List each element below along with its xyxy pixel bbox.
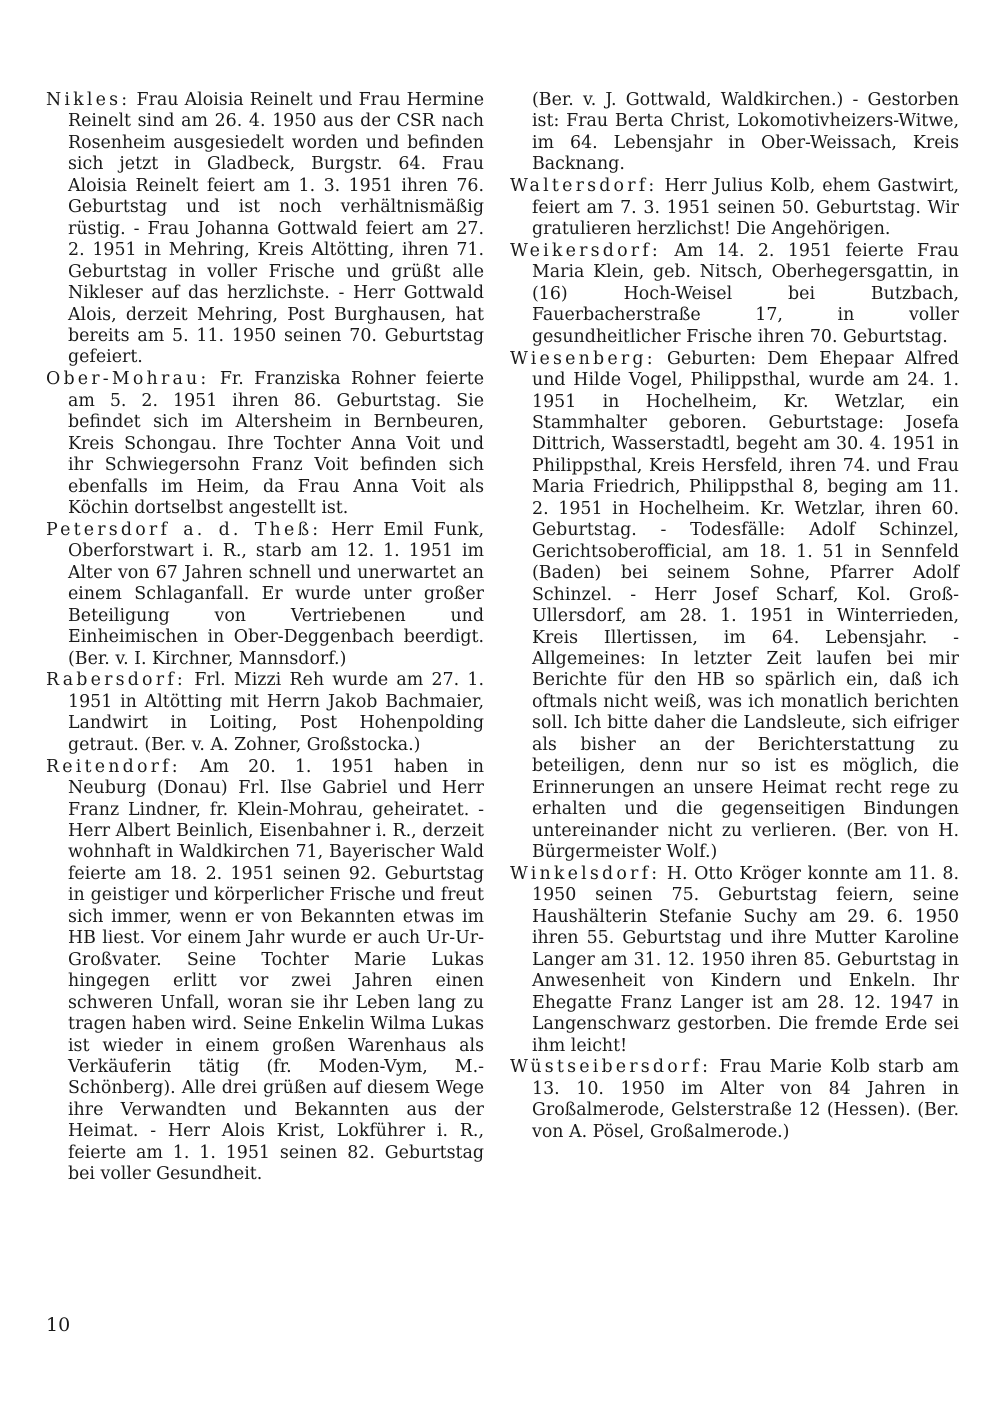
page-number: 10	[46, 1314, 71, 1336]
entry-winkelsdorf	[510, 864, 959, 1057]
place-name: Nikles:	[46, 90, 131, 110]
right-column	[510, 90, 959, 1144]
place-name: Wiesenberg:	[510, 348, 656, 369]
entry-text: Geburten: Dem Ehepaar Alfred und Hilde Vogel, Philippsthal, wurde am 24. 1. 1951 in Hochelheim, Kr. Wetzlar, ein Stammhalter geboren. Geburtstage: Josefa Dittrich, Wasserstadtl, begeht am 30. 4. 1951 in Philippsthal, Kreis Hersfeld, ihren 74. und Frau Maria Friedrich, Philippsthal 8, beging am 11. 2. 1951 in Hochelheim. Kr. Wetzlar, ihren 60. Geburtstag. - Todesfälle: Adolf Schinzel, Gerichtsoberofficial, am 18. 1. 51 in Sennfeld (Baden) bei seinem Sohne, Pfarrer Adolf Schinzel. - Herr Josef Scharf, Kol. Groß-Ullersdorf, am 28. 1. 1951 in Winterrieden, Kreis Illertissen, im 64. Lebensjahr. - Allgemeines: In letzter Zeit laufen bei mir Berichte für den HB so spärlich ein, daß ich oftmals nicht weiß, was ich monatlich berichten soll. Ich bitte daher die Landsleute, sich eifriger als bisher an der Berichterstattung zu beteiligen, denn nur so ist es möglich, die Erinnerungen an unsere Heimat recht rege zu erhalten und die gegenseitigen Bindungen untereinander nicht zu verlieren. (Ber. von H. Bürgermeister Wolf.)	[532, 348, 959, 863]
entry-text: Frau Aloisia Reinelt und Frau Hermine Reinelt sind am 26. 4. 1950 aus der CSR nach Rosenheim ausgesiedelt worden und befinden sich jetzt in Gladbeck, Burgstr. 64. Frau Aloisia Reinelt feiert am 1. 3. 1951 ihren 76. Geburtstag und ist noch verhältnismäßig rüstig. - Frau Johanna Gottwald feiert am 27. 2. 1951 in Mehring, Kreis Altötting, ihren 71. Geburtstag in voller Frische und grüßt alle Nikleser auf das herzlichste. - Herr Gottwald Alois, derzeit Mehring, Post Burghausen, hat bereits am 5. 11. 1950 seinen 70. Geburtstag gefeiert.	[68, 90, 484, 368]
place-name: Petersdorf a. d. Theß:	[46, 519, 322, 540]
entry-continuation	[510, 90, 959, 176]
entry-nikles	[46, 90, 484, 369]
entry-text: (Ber. v. J. Gottwald, Waldkirchen.) - Gestorben ist: Frau Berta Christ, Lokomotivheizers-Witwe, im 64. Lebensjahr in Ober-Weissach, Kreis Backnang.	[532, 90, 959, 175]
entry-text: Am 20. 1. 1951 haben in Neuburg (Donau) Frl. Ilse Gabriel und Herr Franz Lindner, fr. Klein-Mohrau, geheiratet. - Herr Albert Beinlich, Eisenbahner i. R., derzeit wohnhaft in Waldkirchen 71, Bayerischer Wald feierte am 18. 2. 1951 seinen 92. Geburtstag in geistiger und körperlicher Frische und freut sich immer, wenn er von Bekannten etwas im HB liest. Vor einem Jahr wurde er auch Ur-Ur-Großvater. Seine Tochter Marie Lukas hingegen erlitt vor zwei Jahren einen schweren Unfall, woran sie ihr Leben lang zu tragen haben wird. Seine Enkelin Wilma Lukas ist wieder in einem großen Warenhaus als Verkäuferin tätig (fr. Moden-Vym, M.-Schönberg). Alle drei grüßen auf diesem Wege ihre Verwandten und Bekannten aus der Heimat. - Herr Alois Krist, Lokführer i. R., feierte am 1. 1. 1951 seinen 82. Geburtstag bei voller Gesundheit.	[68, 756, 484, 1185]
place-name: Wüstseibersdorf:	[510, 1057, 712, 1078]
place-name: Winkelsdorf:	[510, 863, 661, 884]
place-name: Waltersdorf:	[510, 176, 658, 197]
entry-text: Herr Julius Kolb, ehem Gastwirt, feiert am 7. 3. 1951 seinen 50. Geburtstag. Wir gratulieren herzlichst! Die Angehörigen.	[532, 176, 959, 240]
entry-rabersdorf	[46, 670, 484, 756]
entry-weikersdorf	[510, 241, 959, 348]
entry-text: Am 14. 2. 1951 feierte Frau Maria Klein, geb. Nitsch, Oberhegersgattin, in (16) Hoch-Weisel bei Butzbach, Fauerbacherstraße 17, in voller gesundheitlicher Frische ihren 70. Geburtstag.	[532, 240, 959, 347]
entry-ober-mohrau	[46, 369, 484, 519]
entry-text: Frl. Mizzi Reh wurde am 27. 1. 1951 in Altötting mit Herrn Jakob Bachmaier, Landwirt in Loiting, Post Hohenpolding getraut. (Ber. v. A. Zohner, Großstocka.)	[68, 670, 484, 755]
left-column	[46, 90, 484, 1186]
entry-wiesenberg	[510, 349, 959, 864]
place-name: Reitendorf:	[46, 756, 181, 777]
entry-text: Herr Emil Funk, Oberforstwart i. R., starb am 12. 1. 1951 im Alter von 67 Jahren schnell und unerwartet an einem Schlaganfall. Er wurde unter großer Beteiligung von Vertriebenen und Einheimischen in Ober-Deggenbach beerdigt. (Ber. v. I. Kirchner, Mannsdorf.)	[68, 519, 485, 669]
entry-petersdorf	[46, 520, 484, 670]
entry-waltersdorf	[510, 176, 959, 240]
place-name: Ober-Mohrau:	[46, 369, 210, 390]
entry-text: Frau Marie Kolb starb am 13. 10. 1950 im Alter von 84 Jahren in Großalmerode, Gelsterstraße 12 (Hessen). (Ber. von A. Pösel, Großalmerode.)	[532, 1057, 959, 1142]
entry-wuestseibersdorf	[510, 1057, 959, 1143]
entry-reitendorf	[46, 757, 484, 1186]
entry-text: H. Otto Kröger konnte am 11. 8. 1950 seinen 75. Geburtstag feiern, seine Haushälterin Stefanie Suchy am 29. 6. 1950 ihren 55. Geburtstag und ihre Mutter Karoline Langer am 31. 12. 1950 ihren 85. Geburtstag in Anwesenheit von Kindern und Enkeln. Ihr Ehegatte Franz Langer ist am 28. 12. 1947 in Langenschwarz gestorben. Die fremde Erde sei ihm leicht!	[532, 863, 959, 1056]
place-name: Weikersdorf:	[510, 240, 661, 261]
entry-text: Fr. Franziska Rohner feierte am 5. 2. 1951 ihren 86. Geburtstag. Sie befindet sich im Altersheim in Bernbeuren, Kreis Schongau. Ihre Tochter Anna Voit und ihr Schwiegersohn Franz Voit befinden sich ebenfalls im Heim, da Frau Anna Voit als Köchin dortselbst angestellt ist.	[68, 369, 485, 518]
place-name: Rabersdorf:	[46, 670, 186, 691]
